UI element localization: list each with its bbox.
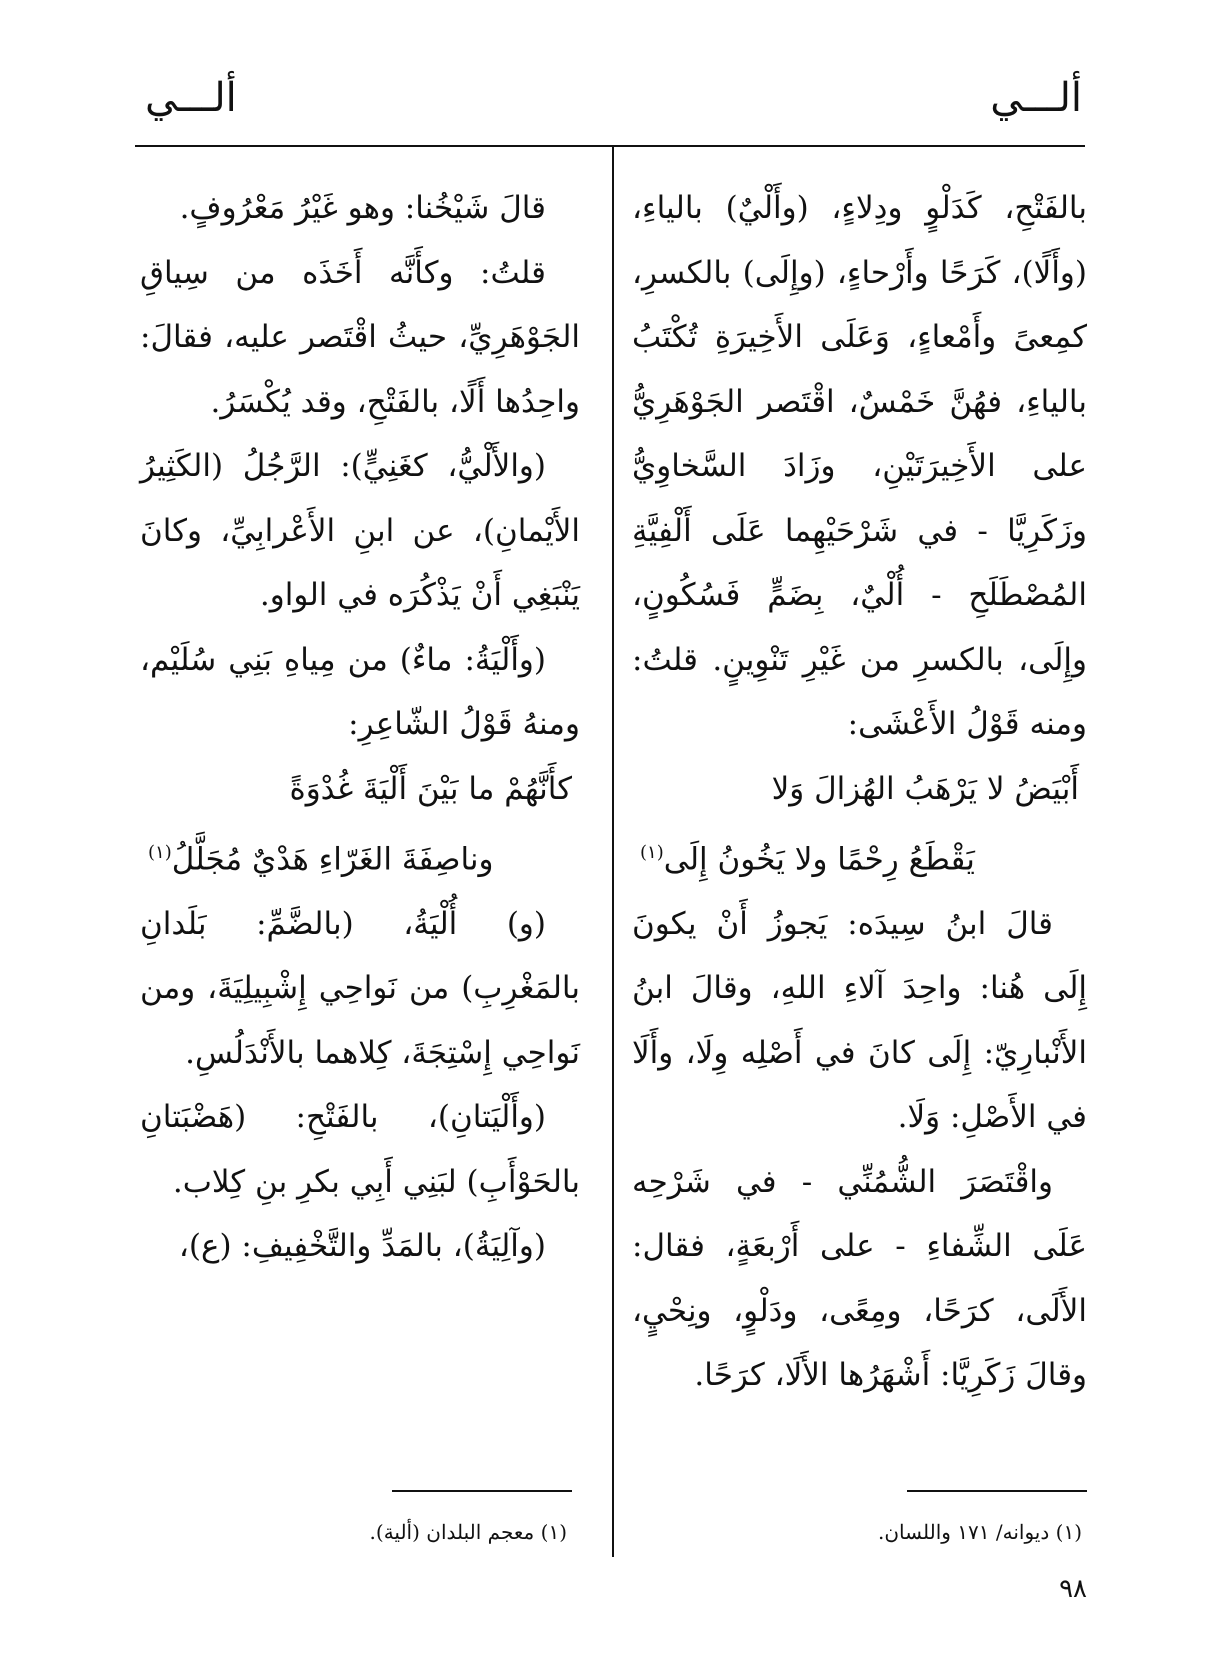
right-verse-hemistich-2-line xyxy=(632,821,1087,892)
page-number: ٩٨ xyxy=(1059,1574,1087,1604)
footnote-right: (١) ديوانه/ ١٧١ واللسان. xyxy=(878,1520,1082,1544)
footnote-left: (١) معجم البلدان (ألية). xyxy=(369,1520,567,1544)
left-paragraph-4: (وأَلْيَةُ: ماءٌ) من مِياهِ بَنِي سُلَيْم، ومنهُ قَوْلُ الشّاعِرِ: xyxy=(140,641,580,742)
left-verse xyxy=(140,757,580,892)
left-paragraph-2: قلتُ: وكأَنَّه أَخَذَه من سِياقِ الجَوْهَرِيِّ، حيثُ اقْتَصر عليه، فقالَ: واحِدُها أَلًا، بالفَتْحِ، وقد يُكْسَرُ. xyxy=(140,254,580,420)
running-header-right: ألـــي xyxy=(990,75,1082,121)
right-column xyxy=(632,176,1087,1408)
right-verse xyxy=(632,757,1087,892)
right-verse-hemistich-2: يَقْطَعُ رِحْمًا ولا يَخُونُ إِلَى xyxy=(663,841,975,878)
right-paragraph-1: بالفَتْحِ، كَدَلْوٍ ودِلاءٍ، (وأَلْيٌ) بالياءِ، (وأَلًا)، كَرَحًا وأَرْحاءٍ، (وإِلَى) بالكسرِ، كمِعىً وأَمْعاءٍ، وَعَلَى الأَخِيرَةِ تُكْتَبُ بالياءِ، فهُنَّ خَمْسٌ، اقْتَصر الجَوْهَرِيُّ على الأَخِيرَتَيْنِ، وزَادَ السَّخاوِيُّ وزَكَرِيَّا - في شَرْحَيْهِما عَلَى أَلْفِيَّةِ المُصْطَلَحِ - أُلْيٌ، بِضَمٍّ فَسُكُونٍ، وإِلَى، بالكسرِ من غَيْرِ تَنْوِينٍ. قلتُ: ومنه قَوْلُ الأَعْشَى: xyxy=(632,190,1087,742)
footnote-rule-right xyxy=(907,1490,1087,1492)
left-paragraph-1: قالَ شَيْخُنا: وهو غَيْرُ مَعْرُوفٍ. xyxy=(179,190,546,226)
left-verse-hemistich-2-line xyxy=(140,821,580,892)
left-verse-footnote-marker: (١) xyxy=(148,842,172,863)
left-paragraph-3: (والأَلْيُّ، كغَنِيٍّ): الرَّجُلُ (الكَثِيرُ الأَيْمانِ)، عن ابنِ الأَعْرابِيِّ، وكانَ يَنْبَغِي أَنْ يَذْكُرَه في الواو. xyxy=(140,448,580,613)
left-verse-hemistich-1: كأَنَّهُمْ ما بَيْنَ أَلْيَةَ غُدْوَةً xyxy=(289,770,572,807)
right-paragraph-3: واقْتَصَرَ الشُّمُنِّي - في شَرْحِه عَلَى الشِّفاءِ - على أَرْبعَةٍ، فقال: الأَلَى، كرَحًا، ومِعًى، ودَلْوٍ، ونِحْيٍ، وقالَ زَكَرِيَّا: أَشْهَرُها الأَلَا، كرَحًا. xyxy=(632,1163,1087,1394)
left-paragraph-5: (و) أُلْيَةُ، (بالضَّمِّ: بَلَدانِ بالمَغْرِبِ) من نَواحِي إِشْبِيلِيَةَ، ومن نَواحِي إِسْتِجَةَ، كِلاهما بالأَنْدَلُسِ. xyxy=(140,905,580,1071)
right-verse-footnote-marker: (١) xyxy=(640,842,664,863)
left-verse-hemistich-2: وناصِفَةَ الغَرّاءِ هَدْيٌ مُجَلَّلُ xyxy=(171,841,494,878)
header-rule xyxy=(135,145,1085,147)
left-paragraph-6: (وأَلْيَتانِ)، بالفَتْحِ: (هَضْبَتانِ بالحَوْأَبِ) لبَنِي أَبِي بكرِ بنِ كِلاب. xyxy=(140,1099,580,1200)
right-paragraph-2: قالَ ابنُ سِيدَه: يَجوزُ أَنْ يكونَ إِلَى هُنا: واحِدَ آلاءِ اللهِ، وقالَ ابنُ الأَنْبارِيّ: إِلَى كانَ في أَصْلِه وِلَا، وأَلَا في الأَصْلِ: وَلَا. xyxy=(632,905,1087,1136)
column-divider xyxy=(612,147,614,1557)
left-column xyxy=(140,176,580,1279)
footnote-rule-left xyxy=(392,1490,572,1492)
right-verse-hemistich-1: أَبْيَضُ لا يَرْهَبُ الهُزالَ وَلا xyxy=(771,770,1079,807)
left-paragraph-7: (وآلِيَةُ)، بالمَدِّ والتَّخْفِيفِ: (ع)، xyxy=(178,1228,546,1265)
running-header-left: ألـــي xyxy=(145,75,237,121)
